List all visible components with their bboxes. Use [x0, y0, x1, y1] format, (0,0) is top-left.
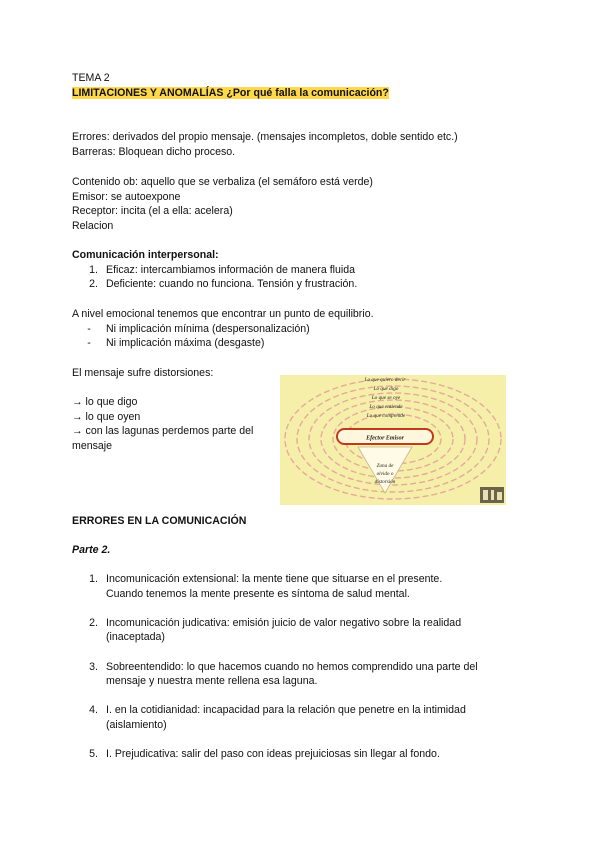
list-item: [80, 263, 357, 278]
list-text: Incomunicación extensional: la mente tiene que situarse en el presente.: [106, 573, 443, 585]
distorsion-line: mensaje: [72, 439, 113, 452]
list-text: I. Prejudicativa: salir del paso con ideas prejuiciosas sin llegar al fondo.: [106, 748, 440, 761]
list-text: (inaceptada): [106, 631, 165, 644]
interpersonal-section: [72, 248, 357, 292]
interpersonal-heading: Comunicación interpersonal:: [72, 249, 219, 261]
diagram-label: Lo que comprende: [366, 413, 406, 419]
errores-list: [80, 572, 478, 776]
list-text: Ni implicación mínima (despersonalización): [106, 322, 310, 335]
distorsiones-intro: El mensaje sufre distorsiones:: [72, 367, 214, 379]
list-text: mensaje y nuestra mente rellena esa laguna.: [106, 675, 318, 688]
list-item: [80, 572, 478, 601]
list-text: Deficiente: cuando no funciona. Tensión y frustración.: [106, 278, 358, 291]
interpersonal-list: [80, 263, 357, 292]
diagram-label: Lo que entiende: [369, 404, 403, 410]
emocional-section: [72, 307, 374, 351]
list-number: 1.: [89, 263, 98, 276]
errores-heading: ERRORES EN LA COMUNICACIÓN: [72, 515, 247, 527]
element-line: Contenido ob: aquello que se verbaliza (el semáforo está verde): [72, 176, 373, 188]
list-bullet: -: [87, 322, 91, 335]
list-text: Cuando tenemos la mente presente es síntoma de salud mental.: [106, 587, 410, 600]
diagram-zone-label: distorsión: [374, 479, 396, 485]
emocional-list: [80, 322, 374, 351]
parte-label: Parte 2.: [72, 544, 111, 556]
list-text: I. en la cotidianidad: incapacidad para la relación que penetre en la intimidad: [106, 704, 466, 717]
list-number: 3.: [89, 660, 98, 673]
diagram-zone-label: Zona de: [376, 463, 394, 469]
list-item: [80, 703, 478, 732]
tema-label: TEMA 2: [72, 72, 110, 84]
list-text: (aislamiento): [106, 718, 167, 731]
distorsion-line: → con las lagunas perdemos parte del: [72, 425, 254, 438]
doc-title-text: LIMITACIONES Y ANOMALÍAS ¿Por qué falla la comunicación?: [72, 87, 389, 99]
distorsion-line: → lo que digo: [72, 396, 138, 408]
diagram-zone-label: olvido o: [376, 471, 394, 477]
list-bullet: -: [87, 337, 91, 350]
list-item: [80, 322, 374, 337]
list-number: 2.: [89, 616, 98, 629]
list-number: 4.: [89, 704, 98, 717]
elements-block: [72, 175, 373, 233]
diagram-corner-icon: [480, 487, 504, 503]
list-item: [80, 277, 357, 292]
intro-line: Barreras: Bloquean dicho proceso.: [72, 145, 236, 158]
communication-diagram: [280, 375, 506, 505]
element-line: Receptor: incita (el a ella: acelera): [72, 205, 233, 218]
element-line: Emisor: se autoexpone: [72, 190, 181, 203]
list-item: [80, 660, 478, 689]
distorsion-line: → lo que oyen: [72, 410, 141, 423]
element-line: Relacion: [72, 219, 114, 232]
diagram-label: Lo que se oye: [371, 395, 401, 401]
intro-line: Errores: derivados del propio mensaje. (mensajes incompletos, doble sentido etc.): [72, 131, 458, 143]
distorsiones-lines: [72, 395, 253, 453]
list-text: Sobreentendido: lo que hacemos cuando no hemos comprendido una parte del: [106, 660, 478, 673]
list-item: [80, 616, 478, 645]
list-number: 1.: [89, 573, 98, 585]
list-number: 5.: [89, 748, 98, 761]
intro-block: [72, 130, 458, 159]
list-item: [80, 336, 374, 351]
list-number: 2.: [89, 278, 98, 291]
diagram-center-label: Efector Emisor: [366, 435, 404, 442]
list-text: Eficaz: intercambiamos información de manera fluida: [106, 263, 356, 276]
diagram-label: Lo que quiero decir: [364, 377, 406, 383]
emocional-text: A nivel emocional tenemos que encontrar un punto de equilibrio.: [72, 308, 374, 320]
list-item: [80, 747, 478, 762]
doc-title: [72, 86, 389, 101]
list-text: Ni implicación máxima (desgaste): [106, 337, 265, 350]
diagram-label: Lo que digo: [373, 386, 399, 392]
list-text: Incomunicación judicativa: emisión juicio de valor negativo sobre la realidad: [106, 616, 462, 629]
